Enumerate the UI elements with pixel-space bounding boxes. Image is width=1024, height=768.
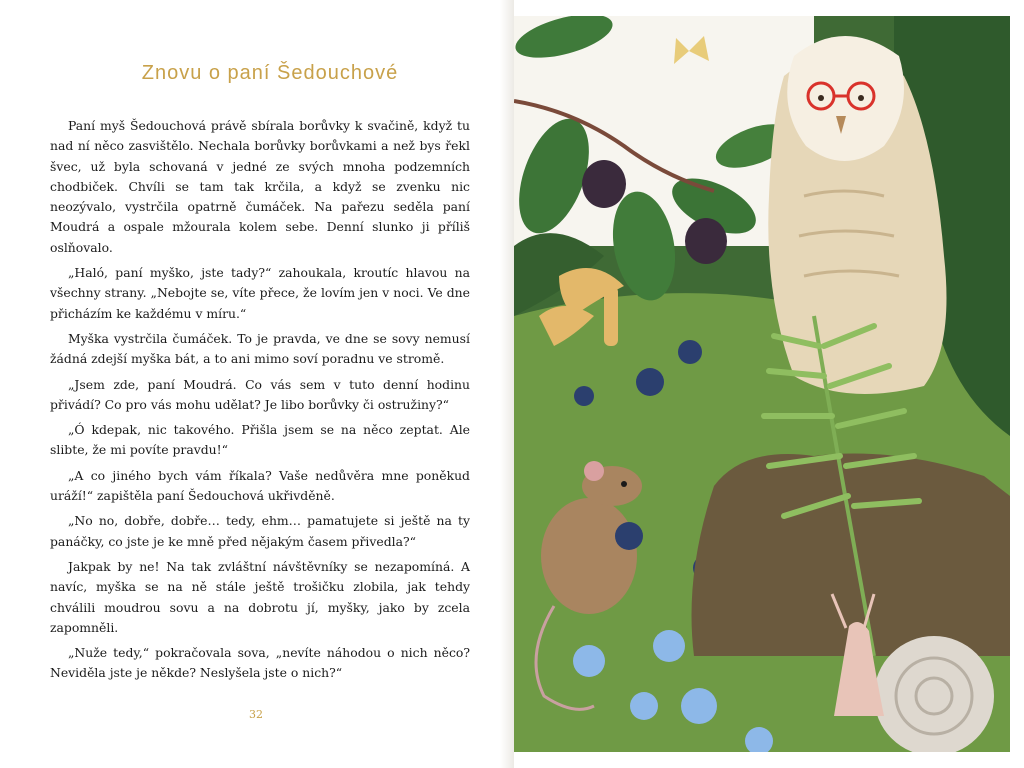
blueberry — [636, 368, 664, 396]
book-gutter — [500, 0, 514, 768]
mushroom-stem — [604, 286, 618, 346]
mouse-body — [541, 498, 637, 614]
blackberry — [685, 218, 727, 264]
paragraph: „No no, dobře, dobře… tedy, ehm… pamatujete si ještě na ty panáčky, co jste je ke mně před nějakým časem přivedla?“ — [50, 513, 470, 549]
owl-eye — [818, 95, 824, 101]
owl-eye — [858, 95, 864, 101]
owl-face — [787, 36, 904, 161]
forget-me-not-flower — [653, 630, 685, 662]
blackberry — [582, 160, 626, 208]
forest-illustration — [514, 16, 1010, 752]
blueberry — [615, 522, 643, 550]
paragraph: „Nuže tedy,“ pokračovala sova, „nevíte náhodou o nich něco? Neviděla jste je někde? Neslyšela jste o nich?“ — [50, 645, 470, 681]
page-number: 32 — [249, 708, 263, 721]
blueberry — [574, 386, 594, 406]
paragraph: „A co jiného bych vám říkala? Vaše nedůvěra mne poněkud uráží!“ zapištěla paní Šedouchová ukřivděně. — [50, 467, 470, 504]
paragraph: „Jsem zde, paní Moudrá. Co vás sem v tuto denní hodinu přivádí? Co pro vás mohu udělat? Je libo borůvky či ostružiny?“ — [50, 376, 470, 412]
forget-me-not-flower — [630, 692, 658, 720]
illustration-page — [514, 16, 1010, 752]
mouse-eye — [621, 481, 627, 487]
chapter-text — [50, 116, 470, 689]
mouse-ear — [584, 461, 604, 481]
paragraph: Paní myš Šedouchová právě sbírala borůvky k svačině, když tu nad ní něco zasvištělo. Nechala borůvky borůvkami a než bys řekl švec, už byla schovaná v jedné ze svých mnoha podzemních chodbiček. Chvíli se tam tak krčila, a když se zvenku nic neozývalo, vystrčila opatrně čumáček. Na pařezu seděla paní Moudrá a ospale mžourala kolem sebe. Denní slunko ji příliš oslňovalo. — [50, 118, 470, 255]
paragraph: „Haló, paní myško, jste tady?“ zahoukala, kroutíc hlavou na všechny strany. „Nebojte se, víte přece, že lovím jen v noci. Ve dne přicházím ke každému v míru.“ — [50, 265, 470, 321]
forget-me-not-flower — [681, 688, 717, 724]
forget-me-not-flower — [573, 645, 605, 677]
paragraph: Jakpak by ne! Na tak zvláštní návštěvníky se nezapomíná. A navíc, myška se na ně stále ještě trošičku zlobila, jak tehdy chválili moudrou sovu a na dobrotu jí, myšky, jako by zcela zapomněli. — [50, 558, 470, 635]
paragraph: „Ó kdepak, nic takového. Přišla jsem se na něco zeptat. Ale slibte, že mi povíte pravdu!“ — [50, 422, 470, 458]
blueberry — [678, 340, 702, 364]
paragraph: Myška vystrčila čumáček. To je pravda, ve dne se sovy nemusí žádná zdejší myška bát, a to ani mimo soví poradnu ve stromě. — [50, 330, 470, 367]
chapter-title: Znovu o paní Šedouchové — [141, 62, 399, 84]
